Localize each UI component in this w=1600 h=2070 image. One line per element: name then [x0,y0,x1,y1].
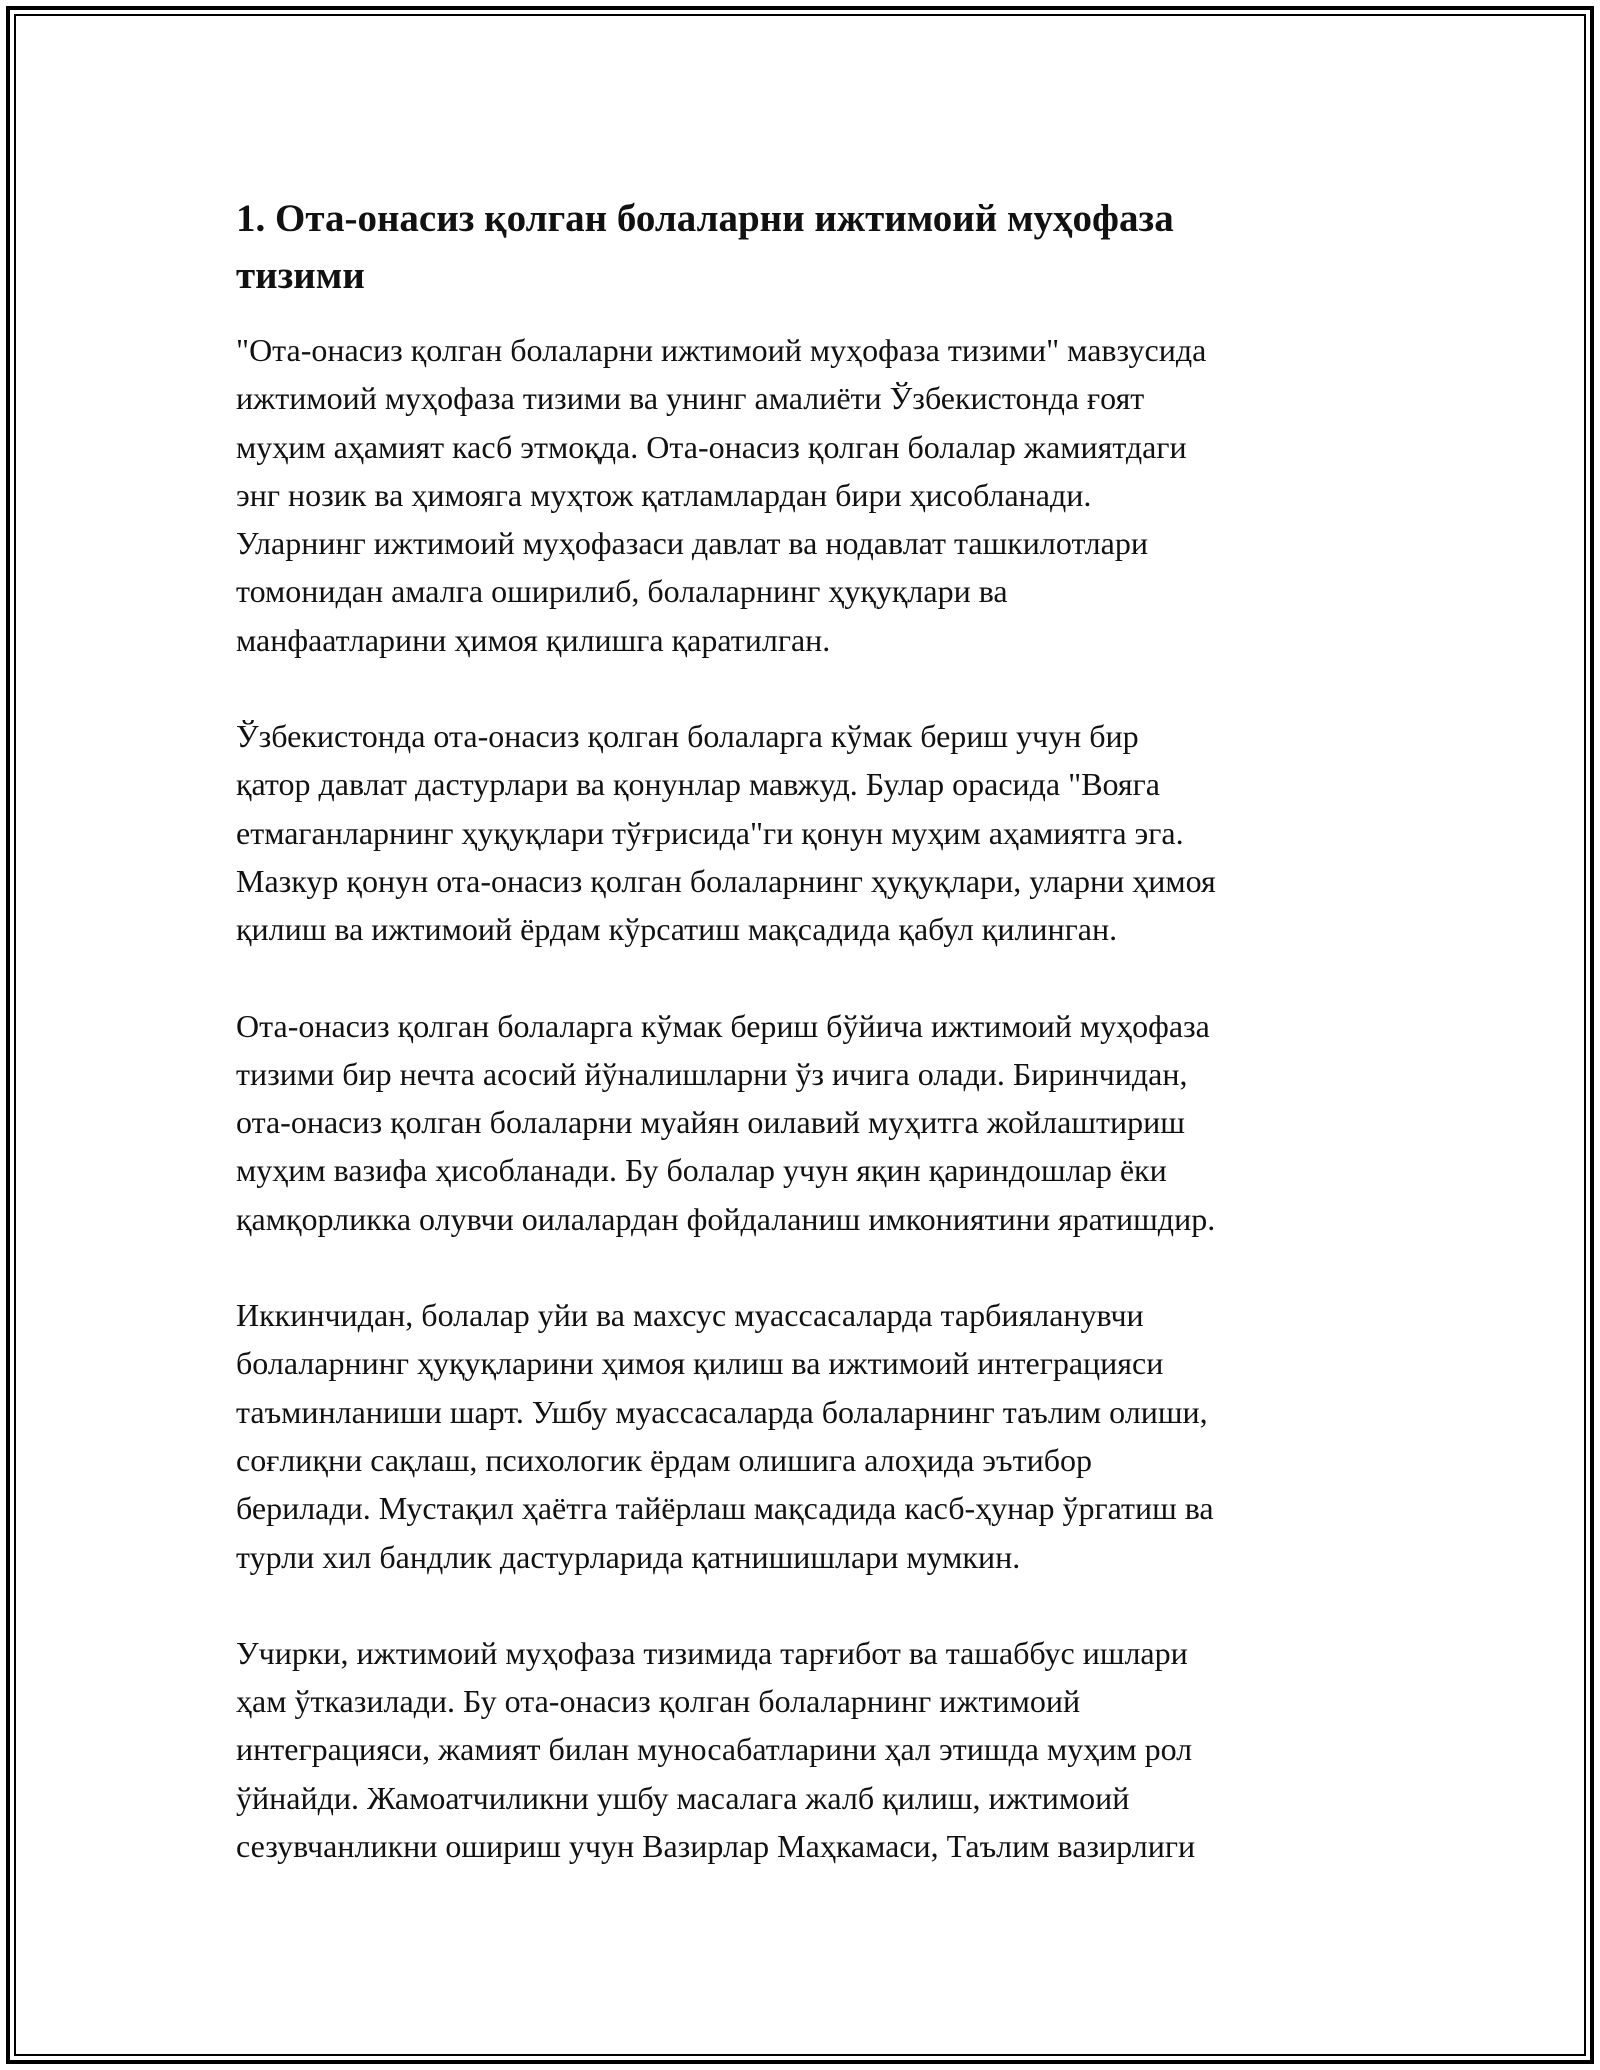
paragraph-5: Учирки, ижтимоий муҳофаза тизимида тарғибот ва ташаббус ишлари ҳам ўтказилади. Бу ота-онасиз қолган болаларнинг ижтимоий интеграцияси, жамият билан муносабатларини ҳал этишда муҳим рол ўйнайди. Жамоатчиликни ушбу масалага жалб қилиш, ижтимоий сезувчанликни ошириш учун Вазирлар Маҳкамаси, Таълим вазирлиги [236,1634,1196,1865]
paragraph-3: Ота-онасиз қолган болаларга кўмак бериш бўйича ижтимоий муҳофаза тизими бир нечта асосий йўналишларни ўз ичига олади. Биринчидан, ота-онасиз қолган болаларни муайян оилавий муҳитга жойлаштириш муҳим вазифа ҳисобланади. Бу болалар учун яқин қариндошлар ёки қамқорликка олувчи оилалардан фойдаланиш имкониятини яратишдир. [236,1007,1216,1237]
document-body [236,190,1374,1870]
paragraph-2: Ўзбекистонда ота-онасиз қолган болаларга кўмак бериш учун бир қатор давлат дастурлари ва қонунлар мавжуд. Булар орасида "Вояга етмаганларнинг ҳуқуқлари тўғрисида"ги қонун муҳим аҳамиятга эга. Мазкур қонун ота-онасиз қолган болаларнинг ҳуқуқлари, уларни ҳимоя қилиш ва ижтимоий ёрдам кўрсатиш мақсадида қабул қилинган. [236,718,1216,948]
section-title: 1. Ота-онасиз қолган болаларни ижтимоий муҳофаза тизими [236,197,1174,297]
paragraph-4: Иккинчидан, болалар уйи ва махсус муассасаларда тарбияланувчи болаларнинг ҳуқуқларини ҳимоя қилиш ва ижтимоий интеграцияси таъминланиши шарт. Ушбу муассасаларда болаларнинг таълим олиши, соғлиқни сақлаш, психологик ёрдам олишига алоҳида эътибор берилади. Мустақил ҳаётга тайёрлаш мақсадида касб-ҳунар ўргатиш ва турли хил бандлик дастурларида қатнишишлари мумкин. [236,1297,1214,1575]
paragraph-1: "Ота-онасиз қолган болаларни ижтимоий муҳофаза тизими" мавзусида ижтимоий муҳофаза тизими ва унинг амалиёти Ўзбекистонда ғоят муҳим аҳамият касб этмоқда. Ота-онасиз қолган болалар жамиятдаги энг нозик ва ҳимояга муҳтож қатламлардан бири ҳисобланади. Уларнинг ижтимоий муҳофазаси давлат ва нодавлат ташкилотлари томонидан амалга оширилиб, болаларнинг ҳуқуқлари ва манфаатларини ҳимоя қилишга қаратилган. [236,332,1207,658]
